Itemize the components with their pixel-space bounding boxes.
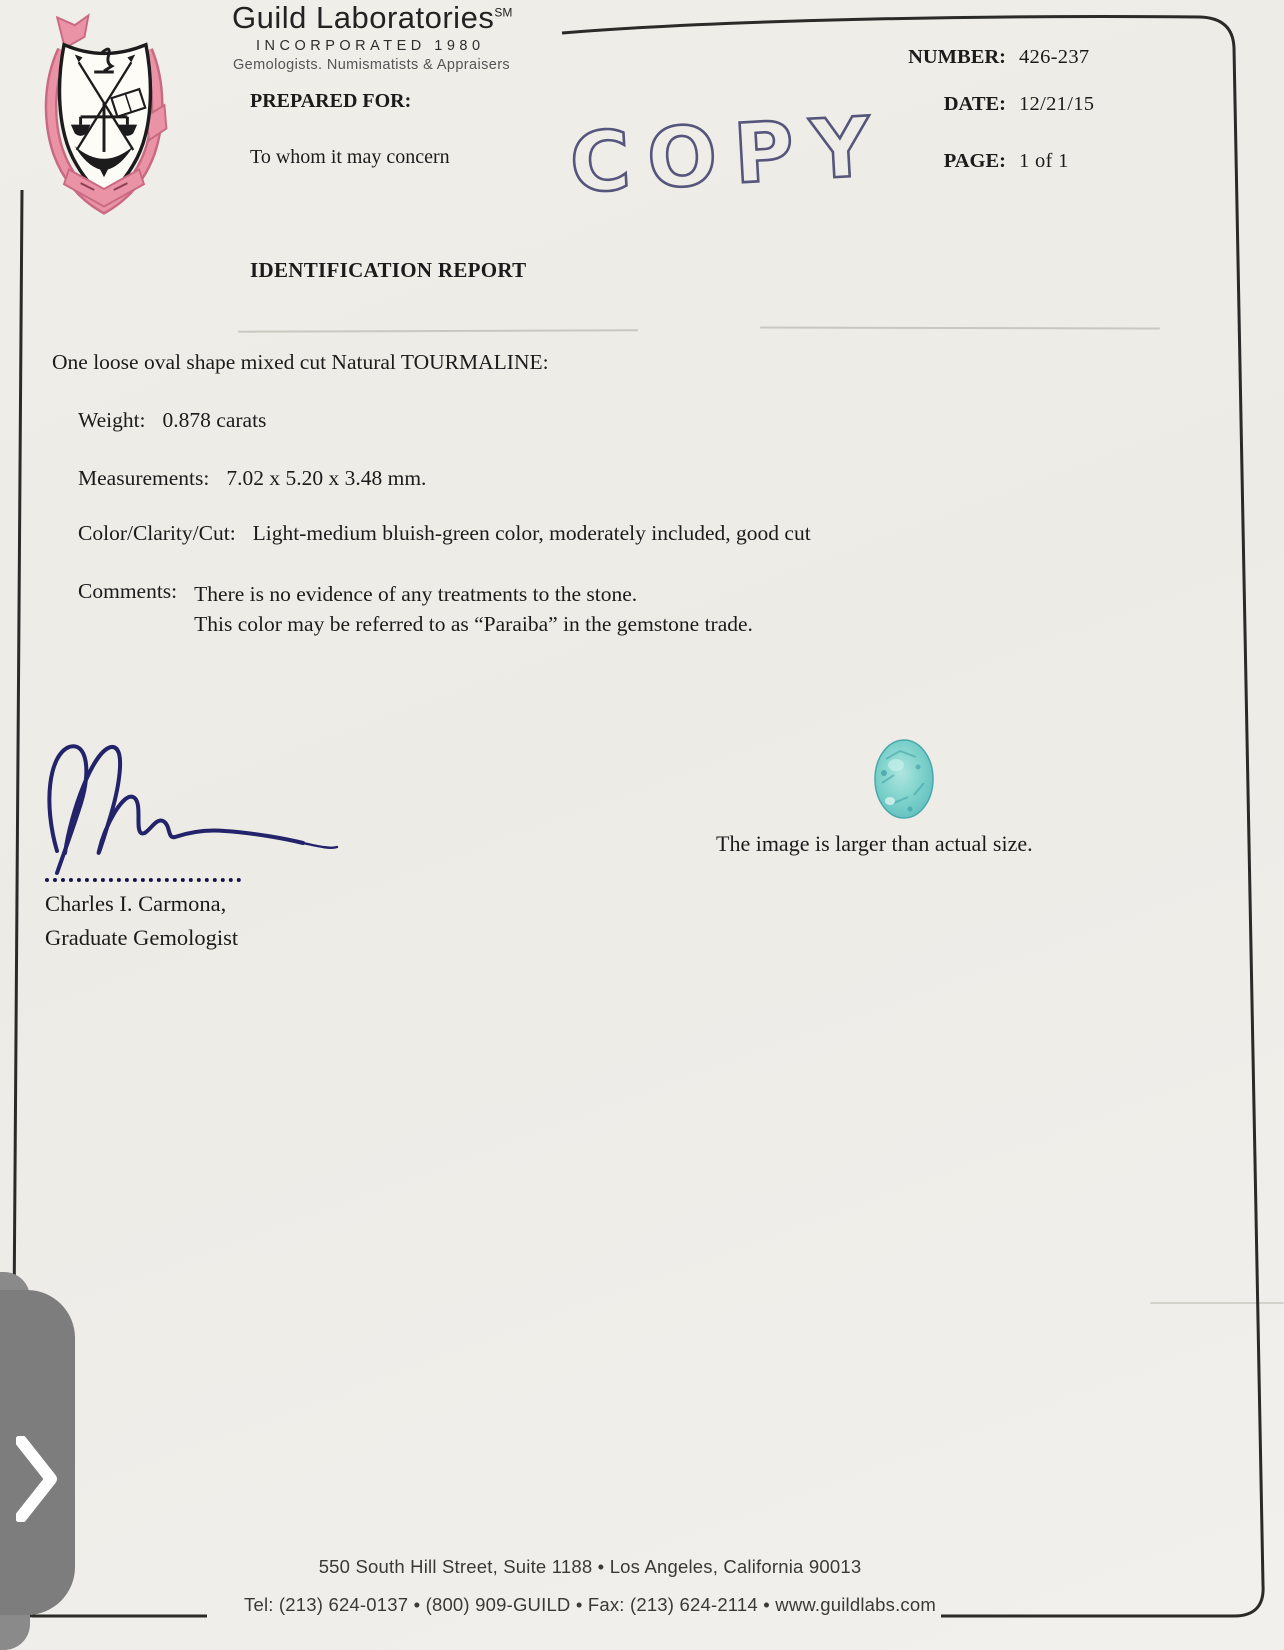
date-value: 12/21/15 — [1019, 93, 1095, 115]
company-name: Guild Laboratories℠ — [232, 0, 513, 35]
service-mark: SM — [494, 5, 513, 20]
weight-value: 0.878 carats — [162, 408, 267, 432]
measurements-label: Measurements: — [78, 466, 210, 490]
comments-line-2: This color may be referred to as “Paraiba” in the gemstone trade. — [194, 612, 753, 636]
gem-image-caption: The image is larger than actual size. — [716, 831, 1033, 856]
chevron-right-icon — [16, 1436, 58, 1522]
signatory-name: Charles I. Carmona, — [45, 891, 227, 916]
number-label: NUMBER: — [908, 46, 1006, 68]
footer-contact: Tel: (213) 624-0137 • (800) 909-GUILD • Fax: (213) 624-2114 • www.guildlabs.com — [244, 1594, 936, 1615]
weight-label: Weight: — [78, 408, 146, 432]
page-label: PAGE: — [943, 150, 1006, 172]
next-image-button[interactable] — [0, 1290, 75, 1615]
prepared-for-value: To whom it may concern — [250, 146, 450, 168]
date-label: DATE: — [943, 93, 1006, 115]
footer-address: 550 South Hill Street, Suite 1188 • Los Angeles, California 90013 — [318, 1556, 862, 1577]
signatory-title: Graduate Gemologist — [45, 925, 239, 950]
comments-line-1: There is no evidence of any treatments to the stone. — [194, 582, 638, 606]
report-title: IDENTIFICATION REPORT — [250, 258, 527, 282]
page-value: 1 of 1 — [1019, 150, 1069, 172]
comments-label: Comments: — [78, 579, 178, 603]
report-intro: One loose oval shape mixed cut Natural TOURMALINE: — [52, 350, 549, 374]
company-incorporated: INCORPORATED 1980 — [256, 38, 485, 54]
color-clarity-cut-value: Light-medium bluish-green color, moderately included, good cut — [252, 521, 811, 545]
prepared-for-label: PREPARED FOR: — [250, 90, 412, 112]
measurements-value: 7.02 x 5.20 x 3.48 mm. — [226, 466, 427, 490]
copy-stamp: COPY — [567, 99, 890, 212]
number-value: 426-237 — [1019, 46, 1090, 68]
company-tagline: Gemologists. Numismatists & Appraisers — [233, 57, 511, 73]
color-clarity-cut-label: Color/Clarity/Cut: — [78, 521, 236, 545]
guild-crest-logo — [26, 2, 182, 220]
